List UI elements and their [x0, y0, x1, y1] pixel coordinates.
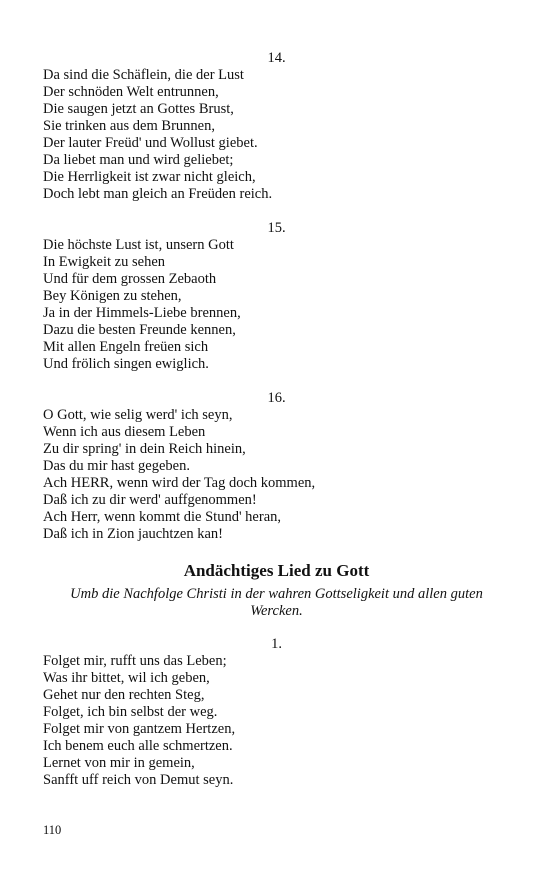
- verse-line: Zu dir spring' in dein Reich hinein,: [43, 441, 246, 457]
- verse-line: Lernet von mir in gemein,: [43, 755, 195, 771]
- verse-line: Der schnöden Welt entrunnen,: [43, 84, 219, 100]
- stanza-number: 1.: [271, 636, 282, 652]
- stanza-15: [43, 220, 510, 373]
- verse-line: Daß ich zu dir werd' auffgenommen!: [43, 492, 257, 508]
- song-subtitle: [43, 586, 510, 620]
- song-subtitle-line: Wercken.: [250, 603, 303, 619]
- verse-line: O Gott, wie selig werd' ich seyn,: [43, 407, 233, 423]
- verse-line: Wenn ich aus diesem Leben: [43, 424, 206, 440]
- verse-line: Das du mir hast gegeben.: [43, 458, 190, 474]
- verse-line: Was ihr bittet, wil ich geben,: [43, 670, 210, 686]
- verse-line: Sie trinken aus dem Brunnen,: [43, 118, 215, 134]
- verse-line: Dazu die besten Freunde kennen,: [43, 322, 236, 338]
- verse-line: Da liebet man und wird geliebet;: [43, 152, 234, 168]
- verse-line: Mit allen Engeln freüen sich: [43, 339, 209, 355]
- song-title: Andächtiges Lied zu Gott: [183, 561, 370, 580]
- verse-line: Sanfft uff reich von Demut seyn.: [43, 772, 234, 788]
- verse-line: Doch lebt man gleich an Freüden reich.: [43, 186, 273, 202]
- verse-line: Folget mir, rufft uns das Leben;: [43, 653, 227, 669]
- verse-line: Da sind die Schäflein, die der Lust: [43, 67, 244, 83]
- stanza-number: 15.: [267, 220, 286, 236]
- stanza-16: [43, 390, 510, 543]
- page-number: 110: [43, 823, 62, 837]
- stanza-number: 14.: [267, 50, 286, 66]
- verse-line: Gehet nur den rechten Steg,: [43, 687, 205, 703]
- verse-line: Folget, ich bin selbst der weg.: [43, 704, 218, 720]
- verse-line: Die Herrligkeit ist zwar nicht gleich,: [43, 169, 256, 185]
- verse-line: Die höchste Lust ist, unsern Gott: [43, 237, 234, 253]
- song-subtitle-line: Umb die Nachfolge Christi in der wahren Gottseligkeit und allen guten: [70, 586, 483, 602]
- verse-line: Bey Königen zu stehen,: [43, 288, 182, 304]
- stanza-14: [43, 50, 510, 203]
- verse-line: Daß ich in Zion jauchtzen kan!: [43, 526, 223, 542]
- verse-line: Der lauter Freüd' und Wollust giebet.: [43, 135, 258, 151]
- verse-line: Ja in der Himmels-Liebe brennen,: [43, 305, 241, 321]
- verse-line: Die saugen jetzt an Gottes Brust,: [43, 101, 234, 117]
- verse-line: Ach HERR, wenn wird der Tag doch kommen,: [43, 475, 316, 491]
- verse-line: Und frölich singen ewiglich.: [43, 356, 209, 372]
- stanza-1: [43, 636, 510, 789]
- verse-line: Ach Herr, wenn kommt die Stund' heran,: [43, 509, 282, 525]
- verse-line: Folget mir von gantzem Hertzen,: [43, 721, 236, 737]
- page-content: [43, 50, 510, 806]
- verse-line: Und für dem grossen Zebaoth: [43, 271, 217, 287]
- stanza-number: 16.: [267, 390, 286, 406]
- verse-line: In Ewigkeit zu sehen: [43, 254, 166, 270]
- verse-line: Ich benem euch alle schmertzen.: [43, 738, 233, 754]
